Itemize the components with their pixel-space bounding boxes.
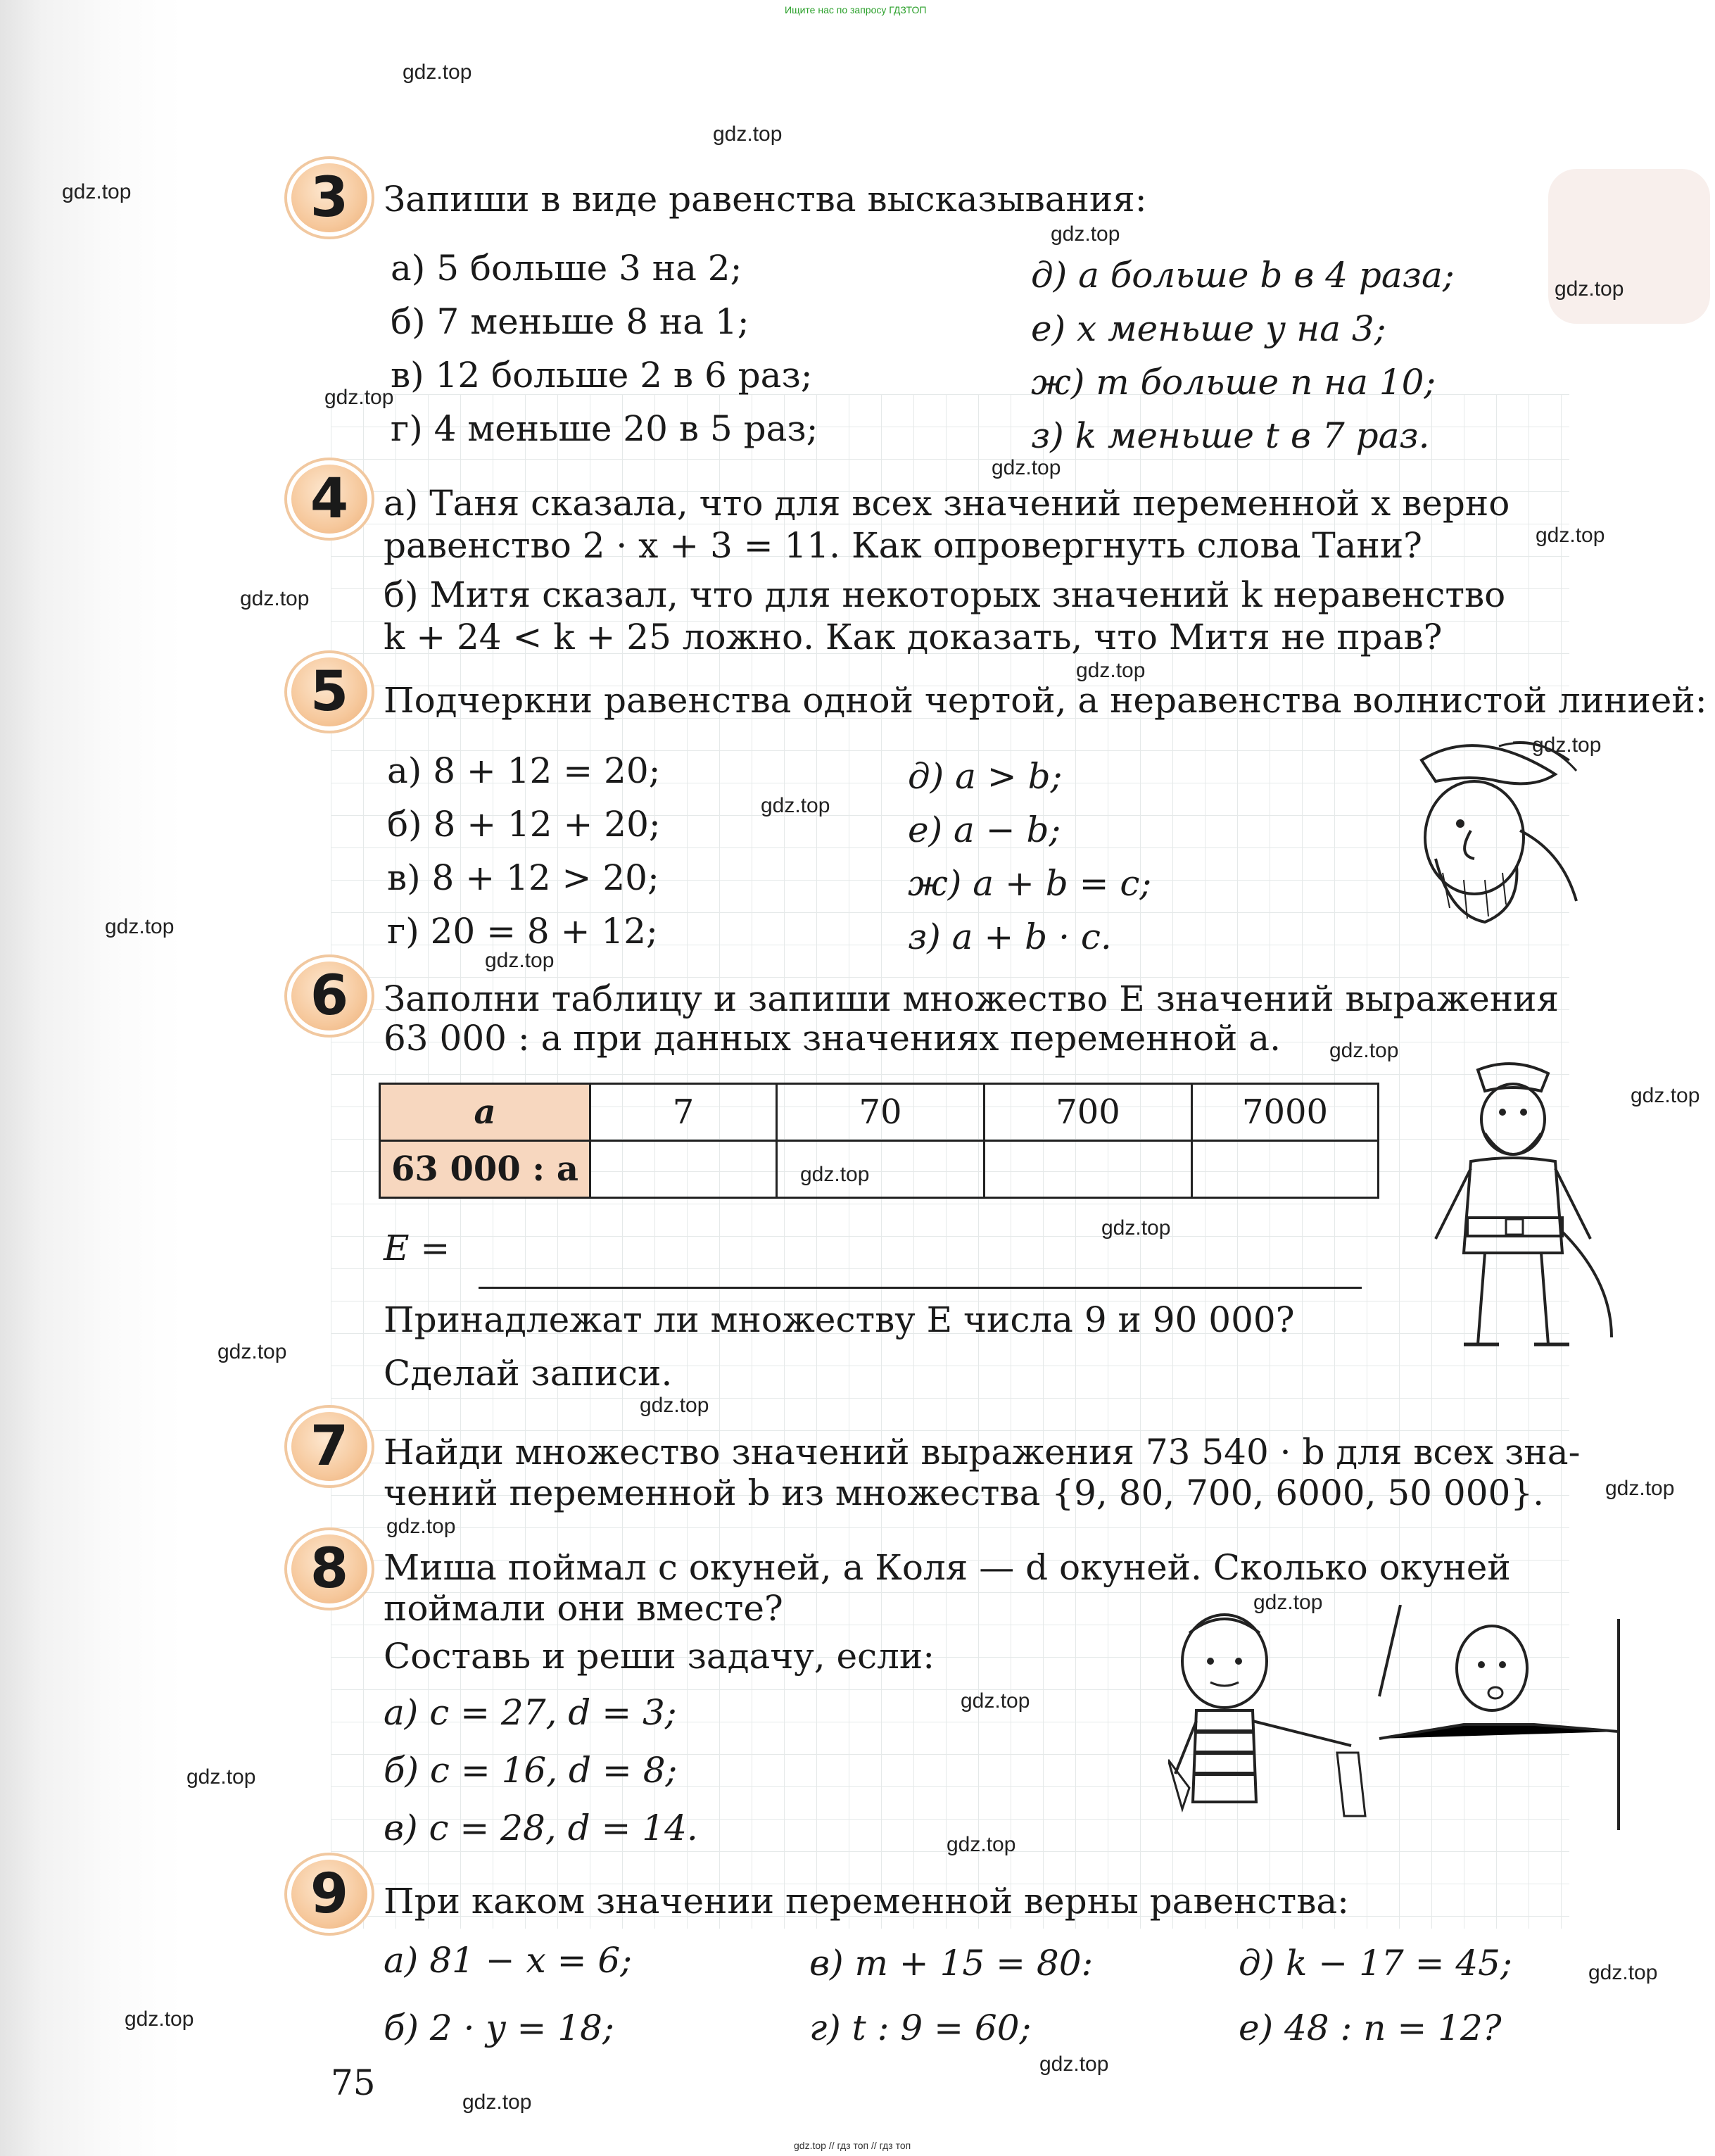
table-cell: 700	[985, 1084, 1192, 1141]
exercise-number-badge: 5	[287, 653, 372, 731]
watermark: gdz.top	[761, 794, 830, 817]
exercise-9-item: г) t : 9 = 60;	[809, 2007, 1032, 2048]
exercise-8-case: б) c = 16, d = 8;	[384, 1750, 678, 1791]
watermark: gdz.top	[961, 1689, 1030, 1713]
exercise-5-item: з) a + b · c.	[908, 916, 1112, 957]
table-cell: 7	[590, 1084, 777, 1141]
exercise-5-item: ж) a + b = c;	[908, 863, 1152, 904]
exercise-9-item: е) 48 : n = 12?	[1239, 2007, 1502, 2048]
watermark: gdz.top	[713, 122, 783, 146]
exercise-number-badge: 8	[287, 1530, 372, 1608]
exercise-8-case: а) c = 27, d = 3;	[384, 1692, 677, 1733]
watermark: gdz.top	[800, 1163, 870, 1186]
exercise-8-line: Миша поймал c окуней, а Коля — d окуней. Сколько окуней	[384, 1547, 1511, 1588]
exercise-3-title: Запиши в виде равенства высказывания:	[384, 179, 1147, 220]
watermark: gdz.top	[1588, 1961, 1658, 1984]
table-header-cell: 63 000 : a	[380, 1141, 590, 1198]
watermark: gdz.top	[1532, 733, 1602, 757]
exercise-4-line: а) Таня сказала, что для всех значений переменной x верно	[384, 483, 1510, 524]
watermark: gdz.top	[1039, 2053, 1109, 2076]
watermark: gdz.top	[462, 2091, 532, 2114]
exercise-4-line: k + 24 < k + 25 ложно. Как доказать, что Митя не прав?	[384, 617, 1443, 657]
exercise-4-line: б) Митя сказал, что для некоторых значений k неравенство	[384, 574, 1506, 615]
page-number: 75	[331, 2062, 376, 2103]
table-cell[interactable]	[777, 1141, 985, 1198]
exercise-6-instruction: Сделай записи.	[384, 1353, 673, 1394]
pirate-illustration	[1400, 1056, 1626, 1366]
exercise-6-line: 63 000 : a при данных значениях переменной a.	[384, 1018, 1281, 1059]
values-table	[379, 1083, 1379, 1199]
exercise-3-item: е) x меньше y на 3;	[1031, 308, 1386, 349]
watermark: gdz.top	[640, 1394, 709, 1417]
watermark: gdz.top	[386, 1515, 456, 1538]
two-boys-fishing-illustration	[1168, 1605, 1661, 1830]
watermark: gdz.top	[217, 1340, 287, 1363]
exercise-3-item: б) 7 меньше 8 на 1;	[391, 301, 749, 342]
exercise-5-item: е) a − b;	[908, 809, 1061, 850]
exercise-5-item: в) 8 + 12 > 20;	[387, 857, 659, 898]
exercise-7-line: чений переменной b из множества {9, 80, 700, 6000, 50 000}.	[384, 1473, 1545, 1513]
exercise-8-case: в) c = 28, d = 14.	[384, 1808, 698, 1848]
watermark: gdz.top	[125, 2007, 194, 2031]
exercise-8-line: поймали они вместе?	[384, 1588, 783, 1629]
exercise-5-title: Подчеркни равенства одной чертой, а неравенства волнистой линией:	[384, 680, 1707, 721]
watermark: gdz.top	[485, 949, 555, 972]
exercise-3-item: з) k меньше t в 7 раз.	[1031, 415, 1430, 456]
exercise-4-line: равенство 2 · x + 3 = 11. Как опровергнуть слова Тани?	[384, 525, 1422, 566]
watermark: gdz.top	[105, 915, 175, 938]
watermark: gdz.top	[403, 61, 472, 84]
exercise-7-line: Найди множество значений выражения 73 540 · b для всех зна-	[384, 1432, 1581, 1473]
exercise-9-item: д) k − 17 = 45;	[1239, 1943, 1512, 1984]
watermark: gdz.top	[62, 180, 132, 203]
watermark: gdz.top	[1536, 524, 1605, 547]
table-row	[380, 1141, 1379, 1198]
watermark: gdz.top	[1631, 1084, 1700, 1107]
exercise-number-badge: 3	[287, 159, 372, 237]
watermark: gdz.top	[1101, 1216, 1171, 1240]
exercise-9-item: а) 81 − x = 6;	[384, 1940, 633, 1981]
watermark: gdz.top	[240, 587, 310, 610]
exercise-number-badge: 6	[287, 957, 372, 1035]
watermark: gdz.top	[1051, 222, 1120, 246]
table-header-cell: a	[380, 1084, 590, 1141]
watermark: gdz.top	[947, 1833, 1016, 1856]
table-row	[380, 1084, 1379, 1141]
exercise-3-item: г) 4 меньше 20 в 5 раз;	[391, 408, 818, 449]
exercise-5-item: г) 20 = 8 + 12;	[387, 911, 658, 952]
bearded-man-illustration	[1393, 732, 1597, 943]
watermark: gdz.top	[1076, 659, 1146, 682]
bottom-watermark-notice: gdz.top // гдз топ // гдз топ	[794, 2140, 911, 2151]
table-cell[interactable]	[985, 1141, 1192, 1198]
exercise-9-title: При каком значении переменной верны равенства:	[384, 1881, 1350, 1922]
exercise-3-item: д) a больше b в 4 раза;	[1031, 255, 1455, 296]
top-watermark-notice: Ищите нас по запросу ГДЗТОП	[785, 4, 927, 15]
watermark: gdz.top	[1555, 277, 1624, 301]
exercise-5-item: а) 8 + 12 = 20;	[387, 750, 661, 791]
exercise-number-badge: 4	[287, 460, 372, 538]
exercise-3-item: а) 5 больше 3 на 2;	[391, 248, 742, 289]
exercise-3-item: в) 12 больше 2 в 6 раз;	[391, 355, 813, 396]
exercise-9-item: в) m + 15 = 80:	[809, 1943, 1094, 1984]
exercise-8-line: Составь и реши задачу, если:	[384, 1636, 935, 1677]
watermark: gdz.top	[1605, 1477, 1675, 1500]
table-cell[interactable]	[1192, 1141, 1379, 1198]
exercise-5-item: д) a > b;	[908, 756, 1063, 797]
watermark: gdz.top	[992, 456, 1061, 479]
exercise-number-badge: 9	[287, 1855, 372, 1933]
watermark: gdz.top	[1253, 1591, 1323, 1614]
table-cell: 70	[777, 1084, 985, 1141]
watermark: gdz.top	[186, 1765, 256, 1789]
set-label: E =	[384, 1228, 450, 1268]
exercise-3-item: ж) m больше n на 10;	[1031, 362, 1436, 403]
table-cell[interactable]	[590, 1141, 777, 1198]
exercise-6-line: Заполни таблицу и запиши множество E значений выражения	[384, 978, 1559, 1019]
exercise-number-badge: 7	[287, 1408, 372, 1485]
answer-line	[479, 1287, 1362, 1289]
watermark: gdz.top	[324, 386, 394, 409]
exercise-6-question: Принадлежат ли множеству E числа 9 и 90 000?	[384, 1299, 1295, 1340]
exercise-5-item: б) 8 + 12 + 20;	[387, 804, 661, 845]
table-cell: 7000	[1192, 1084, 1379, 1141]
watermark: gdz.top	[1329, 1039, 1399, 1062]
exercise-9-item: б) 2 · y = 18;	[384, 2007, 614, 2048]
